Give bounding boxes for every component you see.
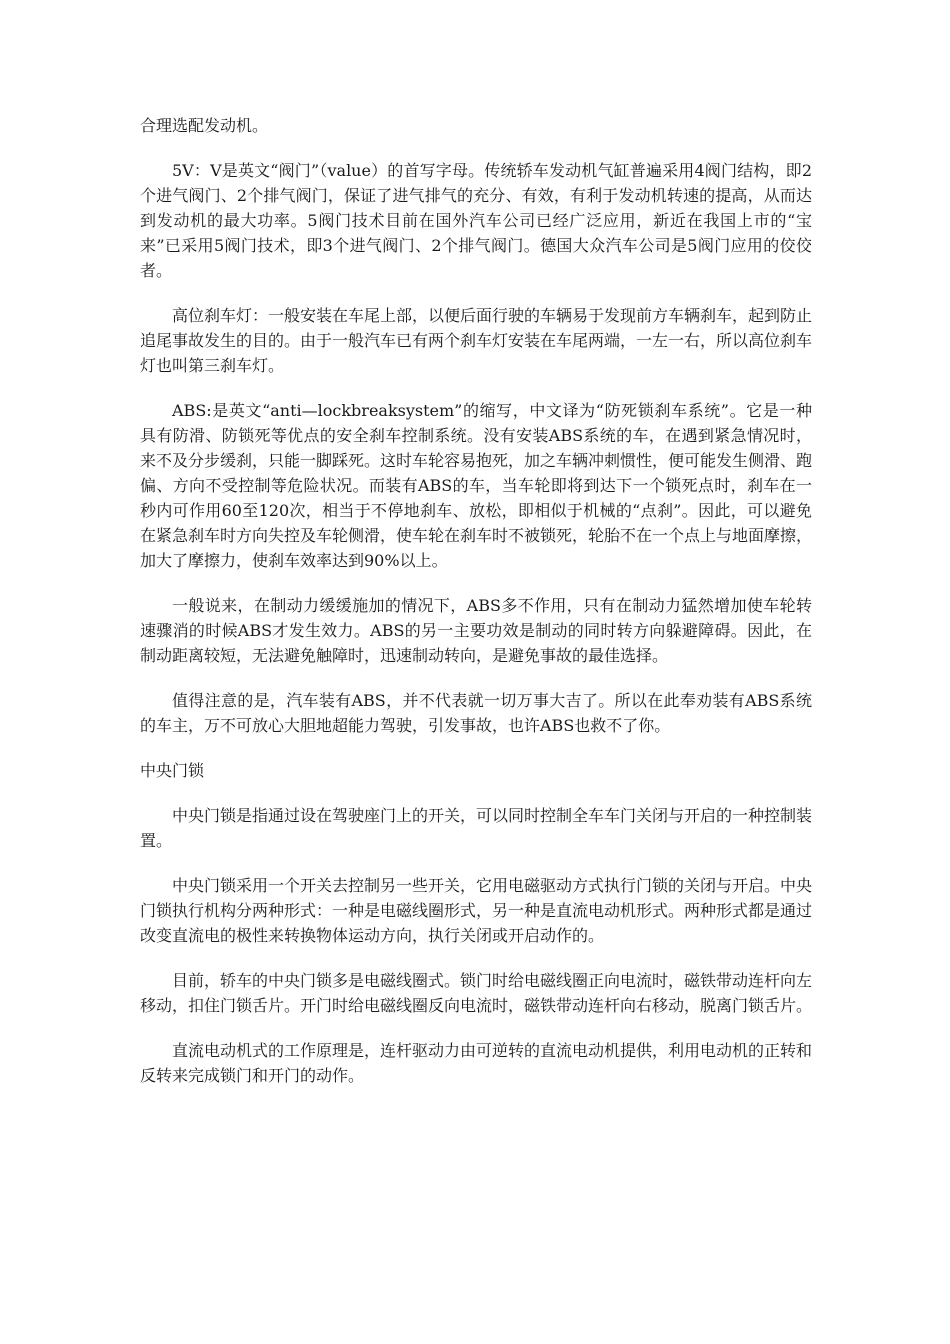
document-body — [140, 113, 812, 1108]
paragraph-central-lock-definition: 中央门锁是指通过设在驾驶座门上的开关，可以同时控制全车车门关闭与开启的一种控制装置。 — [140, 806, 813, 850]
paragraph-5v-valve: 5V：V是英文“阀门”（value）的首写字母。传统轿车发动机气缸普遍采用4阀门结构，即2个进气阀门、2个排气阀门，保证了进气排气的充分、有效，有利于发动机转速的提高，从而达到发动机的最大功率。5阀门技术目前在国外汽车公司已经广泛应用，新近在我国上市的“宝来”已采用5阀门技术，即3个进气阀门、2个排气阀门。德国大众汽车公司是5阀门应用的佼佼者。 — [140, 161, 812, 280]
paragraph-abs-function: 一般说来，在制动力缓缓施加的情况下，ABS多不作用，只有在制动力猛然增加使车轮转速骤消的时候ABS才发生效力。ABS的另一主要功效是制动的同时转方向躲避障碍。因此，在制动距离较短，无法避免触障时，迅速制动转向，是避免事故的最佳选择。 — [140, 596, 812, 665]
paragraph-abs-definition: ABS:是英文“anti—lockbreaksystem”的缩写，中文译为“防死锁刹车系统”。它是一种具有防滑、防锁死等优点的安全刹车控制系统。没有安装ABS系统的车，在遇到紧急情况时，来不及分步缓刹，只能一脚踩死。这时车轮容易抱死，加之车辆冲刺惯性，便可能发生侧滑、跑偏、方向不受控制等危险状况。而装有ABS的车，当车轮即将到达下一个锁死点时，刹车在一秒内可作用60至120次，相当于不停地刹车、放松，即相似于机械的“点刹”。因此，可以避免在紧急刹车时方向失控及车轮侧滑，使车轮在刹车时不被锁死，轮胎不在一个点上与地面摩擦，加大了摩擦力，使刹车效率达到90%以上。 — [140, 401, 813, 570]
section-heading-central-lock: 中央门锁 — [140, 761, 205, 780]
paragraph-solenoid-type: 目前，轿车的中央门锁多是电磁线圈式。锁门时给电磁线圈正向电流时，磁铁带动连杆向左移动，扣住门锁舌片。开门时给电磁线圈反向电流时，磁铁带动连杆向右移动，脱离门锁舌片。 — [140, 971, 813, 1015]
paragraph-engine-selection: 合理选配发动机。 — [140, 116, 269, 135]
paragraph-high-brake-light: 高位刹车灯：一般安装在车尾上部，以便后面行驶的车辆易于发现前方车辆刹车，起到防止追尾事故发生的目的。由于一般汽车已有两个刹车灯安装在车尾两端，一左一右，所以高位刹车灯也叫第三刹车灯。 — [140, 306, 813, 375]
paragraph-abs-warning: 值得注意的是，汽车装有ABS，并不代表就一切万事大吉了。所以在此奉劝装有ABS系统的车主，万不可放心大胆地超能力驾驶，引发事故，也许ABS也救不了你。 — [140, 691, 812, 735]
paragraph-central-lock-mechanism: 中央门锁采用一个开关去控制另一些开关，它用电磁驱动方式执行门锁的关闭与开启。中央门锁执行机构分两种形式：一种是电磁线圈形式，另一种是直流电动机形式。两种形式都是通过改变直流电的极性来转换物体运动方向，执行关闭或开启动作的。 — [140, 876, 813, 945]
paragraph-dc-motor-type: 直流电动机式的工作原理是，连杆驱动力由可逆转的直流电动机提供，利用电动机的正转和反转来完成锁门和开门的动作。 — [140, 1041, 813, 1085]
